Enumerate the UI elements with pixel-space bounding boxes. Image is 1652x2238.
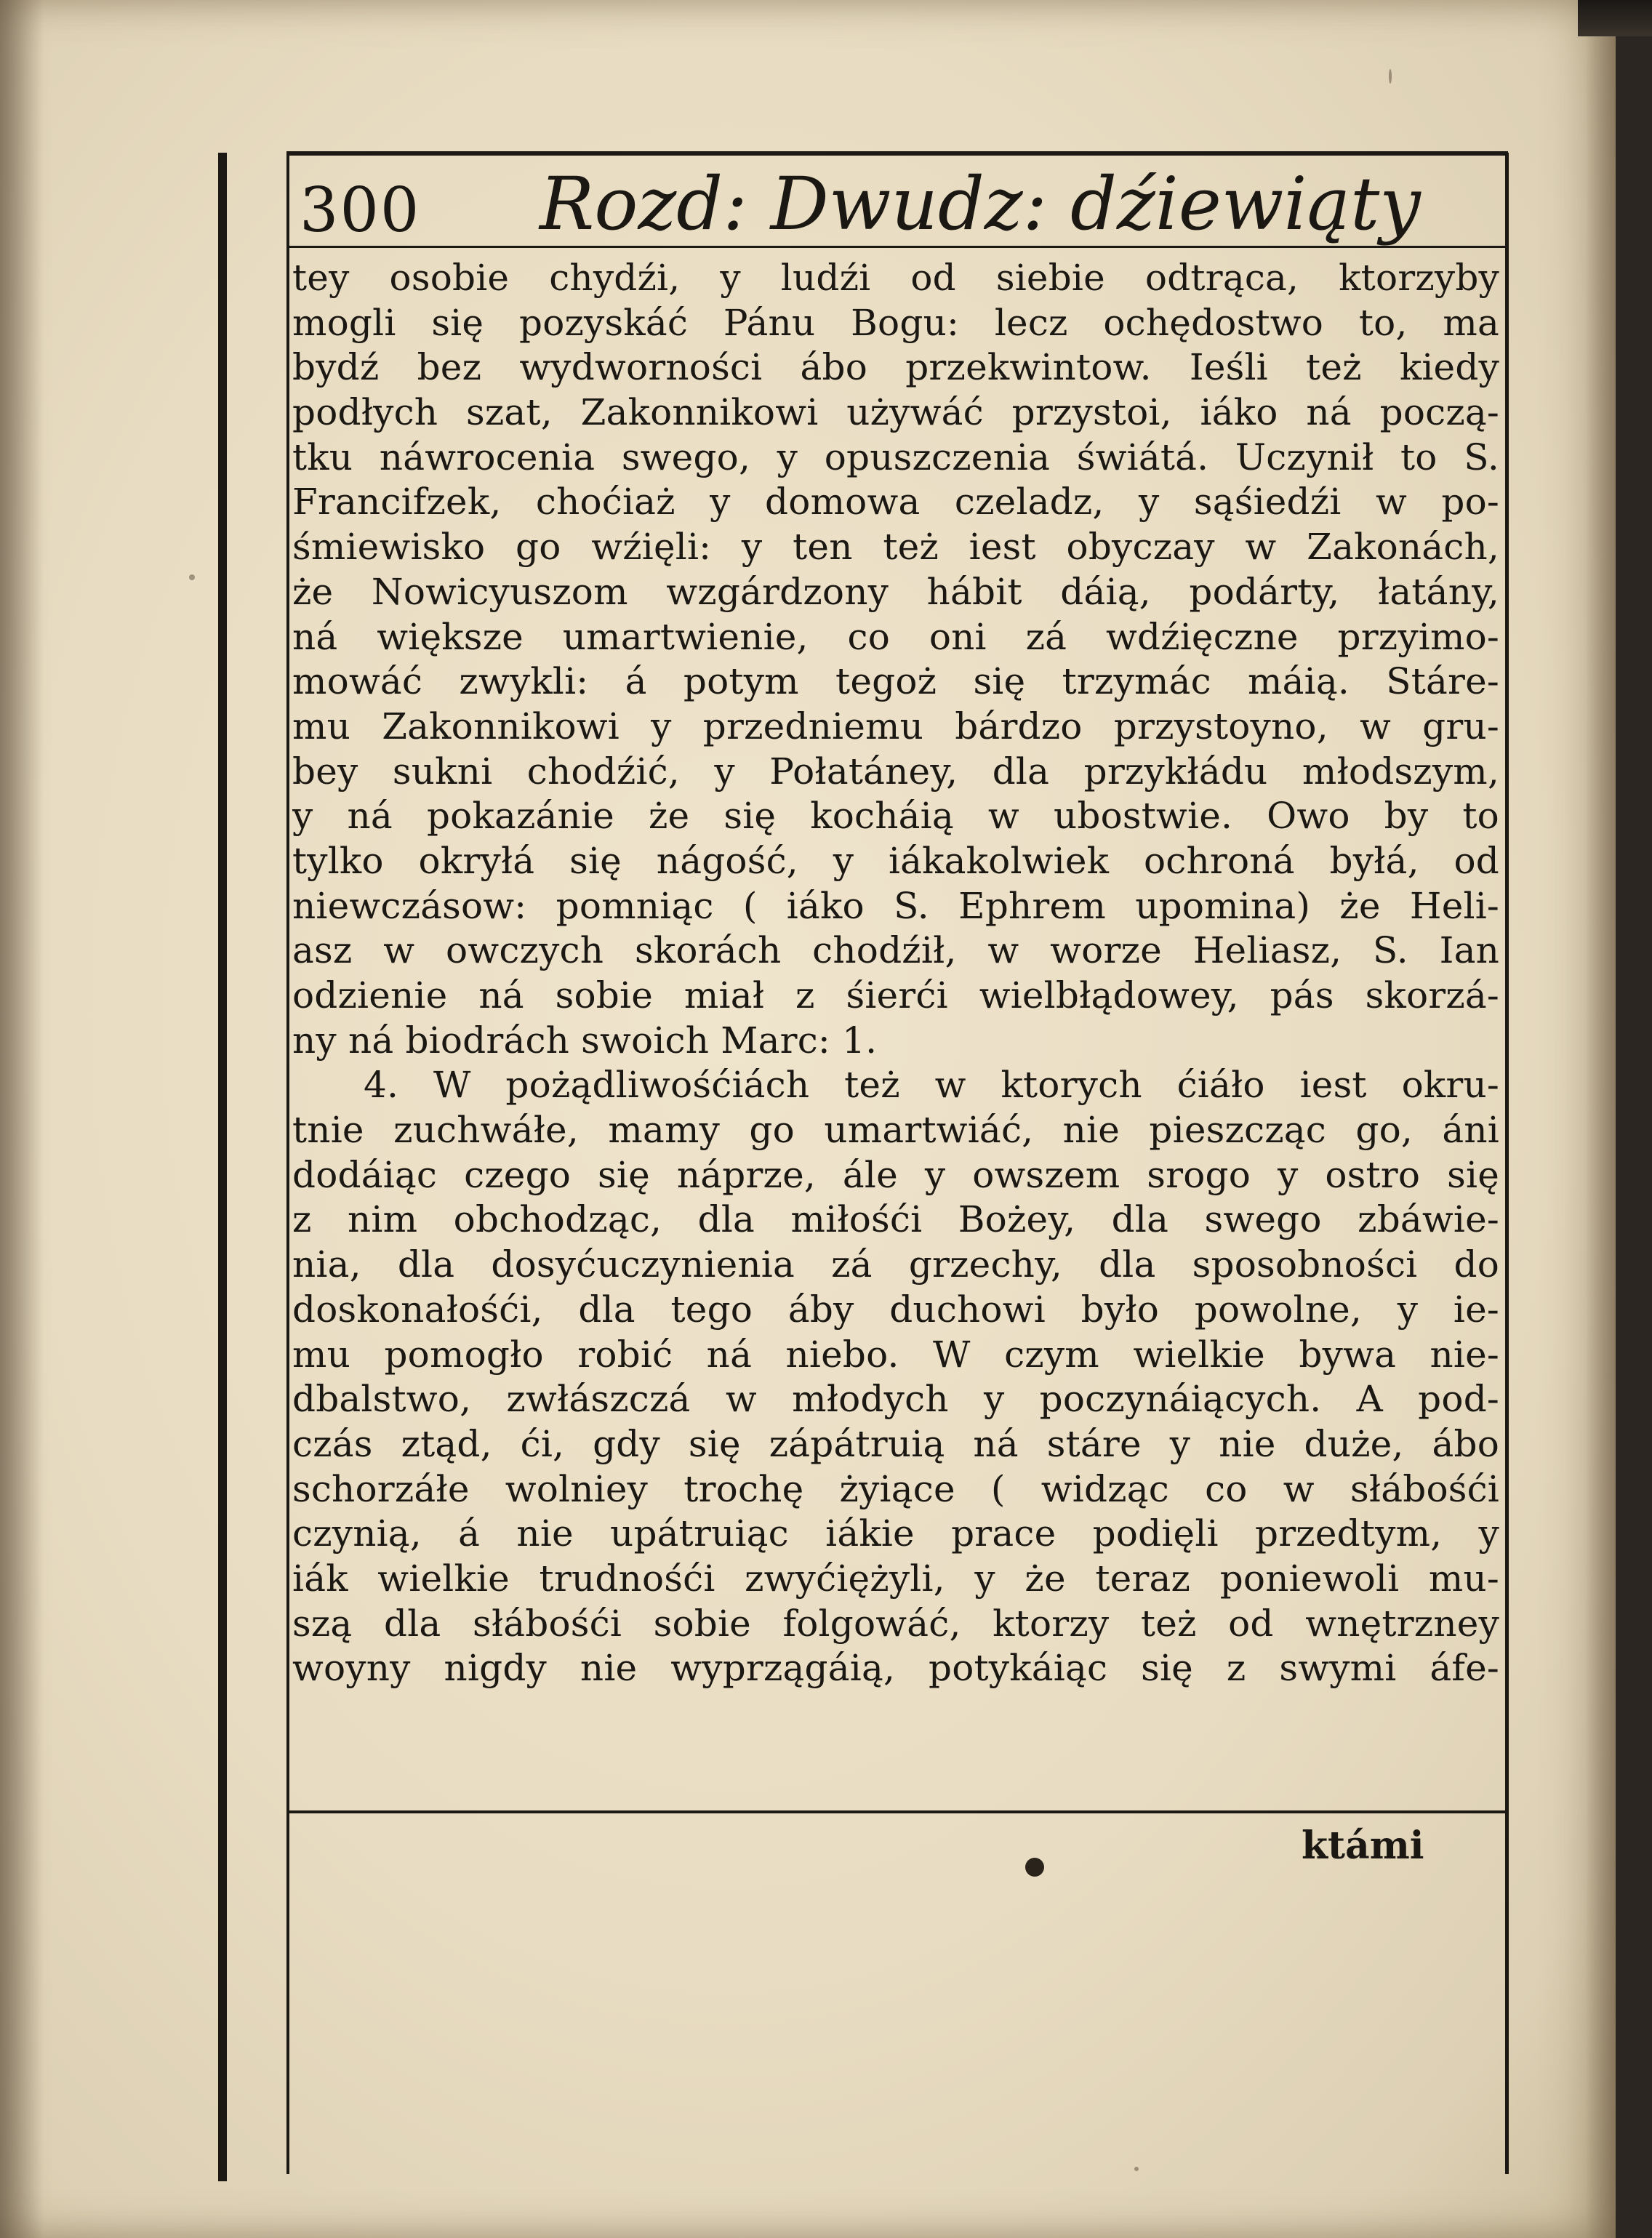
paper-speck: [189, 574, 195, 580]
text-line: tnie zuchwáłe, mamy go umartwiáć, nie pieszcząc go, áni: [292, 1109, 1499, 1152]
text-line: z nim obchodząc, dla miłośći Bożey, dla swego zbáwie-: [292, 1198, 1499, 1241]
text-line: doskonałośći, dla tego áby duchowi było powolne, y ie-: [292, 1288, 1499, 1331]
text-line: mowáć zwykli: á potym tegoż się trzymác máią. Stáre-: [292, 660, 1499, 703]
text-line: dodáiąc czego się náprze, ále y owszem srogo y ostro się: [292, 1153, 1499, 1196]
text-line: tku náwrocenia swego, y opuszczenia świátá. Uczynił to S.: [292, 436, 1499, 478]
frame-top-rule: [286, 151, 1508, 156]
frame-outer-left-rule: [218, 153, 227, 2181]
text-line: szą dla słábośći sobie folgowáć, ktorzy też od wnętrzney: [292, 1602, 1499, 1645]
frame-inner-left-rule: [286, 153, 289, 2174]
text-line: dbalstwo, zwłászczá w młodych y poczynáiących. A pod-: [292, 1378, 1499, 1421]
text-line: mu pomogło robić ná niebo. W czym wielkie bywa nie-: [292, 1333, 1499, 1376]
catchword: ktámi: [1302, 1824, 1424, 1868]
text-line: odzienie ná sobie miał z śierći wielbłądowey, pás skorzá-: [292, 974, 1499, 1016]
paragraph-start-line: 4. W pożądliwośćiách też w ktorych ćiáło iest okru-: [364, 1064, 1499, 1107]
paper-speck: [1389, 69, 1392, 84]
text-line: tylko okryłá się nágość, y iákakolwiek ochroná byłá, od: [292, 839, 1499, 882]
text-line: schorzáłe wolniey trochę żyiące ( widząc co w słábośći: [292, 1467, 1499, 1510]
text-line: bey sukni chodźić, y Połatáney, dla przykłádu młodszym,: [292, 750, 1499, 793]
chapter-title: Rozd: Dwudz: dźiewiąty: [540, 161, 1421, 246]
text-line: ny ná biodrách swoich Marc: 1.: [292, 1019, 878, 1062]
text-line: śmiewisko go wźięli: y ten też iest obyczay w Zakonách,: [292, 526, 1499, 569]
adjacent-page-corner: [1578, 0, 1652, 36]
text-line: czynią, á nie upátruiąc iákie prace podięli przedtym, y: [292, 1512, 1499, 1555]
text-line: tey osobie chydźi, y ludźi od siebie odtrąca, ktorzyby: [292, 257, 1499, 299]
text-line: bydź bez wydworności ábo przekwintow. Ieśli też kiedy: [292, 346, 1499, 389]
text-line: nia, dla dosyćuczynienia zá grzechy, dla sposobności do: [292, 1243, 1499, 1286]
body-text: [292, 256, 1499, 1691]
bottom-rule: [286, 1810, 1508, 1813]
paper-speck: [1134, 2167, 1139, 2171]
page-number: 300: [300, 175, 421, 246]
text-line: niewczásow: pomniąc ( iáko S. Ephrem upomina) że Heli-: [292, 884, 1499, 927]
text-line: ná większe umartwienie, co oni zá wdźięczne przyimo-: [292, 615, 1499, 658]
page-edge-shadow: [1585, 0, 1616, 2238]
text-line: Francifzek, choćiaż y domowa czeladz, y sąśiedźi w po-: [292, 481, 1499, 524]
text-line: asz w owczych skorách chodźił, w worze Heliasz, S. Ian: [292, 929, 1499, 972]
running-head: [300, 161, 1492, 247]
text-line: podłych szat, Zakonnikowi używáć przystoi, iáko ná począ-: [292, 391, 1499, 434]
text-line: mu Zakonnikowi y przedniemu bárdzo przystoyno, w gru-: [292, 705, 1499, 747]
text-line: y ná pokazánie że się kocháią w ubostwie. Owo by to: [292, 795, 1499, 838]
ink-mark: [1025, 1858, 1044, 1877]
text-line: iák wielkie trudnośći zwyćiężyli, y że teraz poniewoli mu-: [292, 1557, 1499, 1600]
text-line: woyny nigdy nie wyprzągáią, potykáiąc się z swymi áfe-: [292, 1647, 1499, 1690]
text-line: mogli się pozyskáć Pánu Bogu: lecz ochędostwo to, ma: [292, 301, 1499, 344]
text-line: że Nowicyuszom wzgárdzony hábit dáią, podárty, łatány,: [292, 570, 1499, 613]
spine-shadow: [0, 0, 44, 2238]
text-line: czás ztąd, ći, gdy się zápátruią ná stáre y nie duże, ábo: [292, 1422, 1499, 1465]
frame-right-rule: [1505, 153, 1509, 2174]
